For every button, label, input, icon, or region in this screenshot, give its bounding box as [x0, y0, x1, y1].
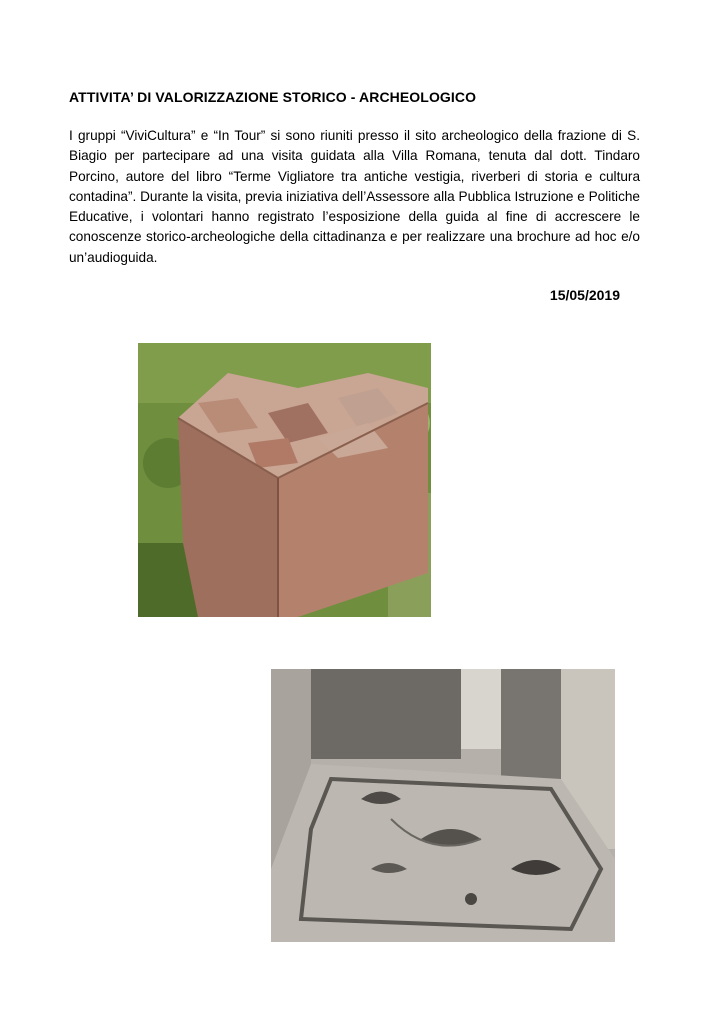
document-title: ATTIVITA’ DI VALORIZZAZIONE STORICO - ARCHEOLOGICO	[69, 89, 477, 105]
ruin-pillar-photo	[138, 343, 431, 617]
document-paragraph: I gruppi “ViviCultura” e “In Tour” si sono riuniti presso il sito archeologico della frazione di S. Biagio per partecipare ad una visita guidata alla Villa Romana, tenuta dal dott. Tindaro Porcino, autore del libro “Terme Vigliatore tra antiche vestigia, riverberi di storia e cultura contadina”. Durante la visita, previa iniziativa dell’Assessore alla Pubblica Istruzione e Politiche Educative, i volontari hanno registrato l’esposizione della guida al fine di accrescere le conoscenze storico-archeologiche della cittadinanza e per realizzare una brochure ad hoc e/o un’audioguida.	[69, 128, 640, 265]
document-date: 15/05/2019	[549, 287, 620, 303]
mosaic-floor-photo	[271, 669, 615, 942]
